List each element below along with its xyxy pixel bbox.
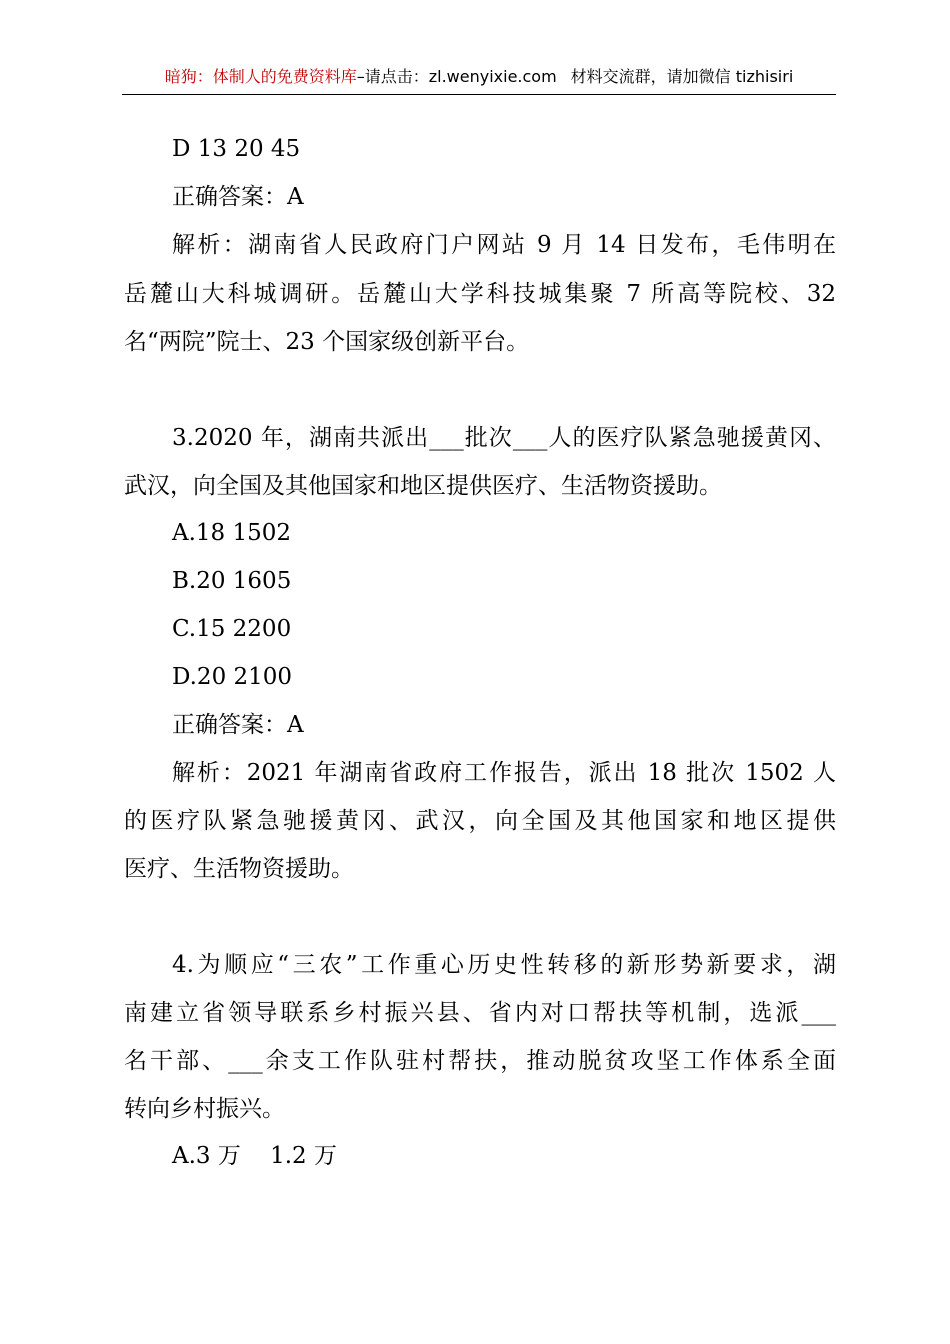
q4-stem-line-1: 4.为顺应“三农”工作重心历史性转移的新形势新要求，湖 <box>172 952 836 978</box>
header-click-label: –请点击： <box>356 67 429 86</box>
q2-analysis-line-2: 岳麓山大科城调研。岳麓山大学科技城集聚 7 所高等院校、32 <box>124 281 836 307</box>
q3-option-b: B.20 1605 <box>172 568 292 594</box>
q3-stem-line-2: 武汉，向全国及其他国家和地区提供医疗、生活物资援助。 <box>124 473 722 499</box>
q3-answer: 正确答案：A <box>172 712 304 738</box>
q3-option-a: A.18 1502 <box>172 520 292 546</box>
q2-analysis-line-1: 解析：湖南省人民政府门户网站 9 月 14 日发布，毛伟明在 <box>172 232 836 258</box>
q4-stem-line-2: 南建立省领导联系乡村振兴县、省内对口帮扶等机制，选派___ <box>124 1000 836 1026</box>
page-header <box>122 62 836 95</box>
q3-stem-line-1: 3.2020 年，湖南共派出___批次___人的医疗队紧急驰援黄冈、 <box>172 425 836 451</box>
q4-stem-line-3: 名干部、___余支工作队驻村帮扶，推动脱贫攻坚工作体系全面 <box>124 1048 836 1074</box>
q3-analysis-line-2: 的医疗队紧急驰援黄冈、武汉，向全国及其他国家和地区提供 <box>124 808 836 834</box>
q2-option-d: D 13 20 45 <box>172 136 301 162</box>
q4-option-a: A.3 万 1.2 万 <box>172 1143 337 1169</box>
q2-analysis-line-3: 名“两院”院士、23 个国家级创新平台。 <box>124 329 530 355</box>
header-url-link[interactable]: zl.wenyixie.com <box>428 67 557 86</box>
q2-answer: 正确答案：A <box>172 184 304 210</box>
q3-analysis-line-3: 医疗、生活物资援助。 <box>124 856 354 882</box>
header-brand: 暗狗：体制人的免费资料库 <box>164 67 357 86</box>
q4-stem-line-4: 转向乡村振兴。 <box>124 1096 285 1122</box>
q3-option-c: C.15 2200 <box>172 616 292 642</box>
q3-analysis-line-1: 解析：2021 年湖南省政府工作报告，派出 18 批次 1502 人 <box>172 760 836 786</box>
header-group-text: 材料交流群，请加微信 tizhisiri <box>570 67 794 86</box>
q3-option-d: D.20 2100 <box>172 664 293 690</box>
